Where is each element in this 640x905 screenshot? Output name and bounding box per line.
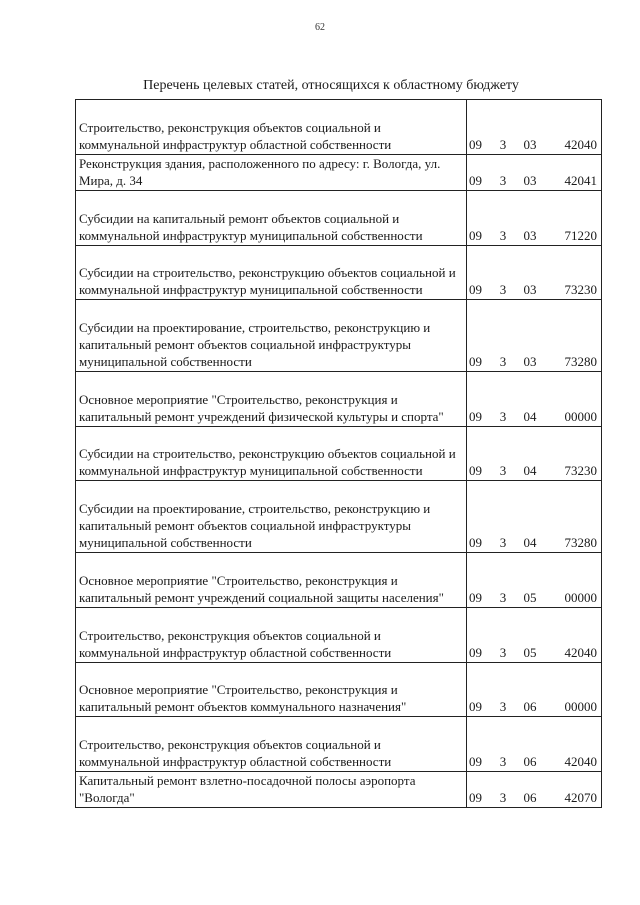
code-subprogram: 3 (499, 354, 507, 369)
table-row (76, 772, 602, 808)
row-name-cell (76, 772, 467, 808)
code-activity: 03 (523, 282, 537, 297)
code-subprogram: 3 (499, 790, 507, 805)
row-name-cell (76, 246, 467, 300)
row-name-cell (76, 608, 467, 663)
row-name: Строительство, реконструкция объектов социальной и коммунальной инфраструктур областной собственности (79, 628, 392, 660)
code-direction: 42040 (564, 645, 597, 660)
row-name: Основное мероприятие "Строительство, реконструкция и капитальный ремонт учреждений физической культуры и спорта" (79, 392, 444, 424)
code-activity: 04 (523, 463, 537, 478)
code-activity: 04 (523, 535, 537, 550)
row-name-cell (76, 300, 467, 372)
code-subprogram: 3 (499, 590, 507, 605)
row-name-cell (76, 427, 467, 481)
code-program: 09 (469, 173, 482, 188)
row-name: Субсидии на проектирование, строительство, реконструкцию и капитальный ремонт объектов социальной инфраструктуры муниципальной собственности (79, 501, 431, 550)
table-row (76, 372, 602, 427)
code-program: 09 (469, 409, 482, 424)
row-code-cell (467, 717, 602, 772)
code-direction: 73280 (564, 535, 597, 550)
row-name-cell (76, 191, 467, 246)
code-subprogram: 3 (499, 535, 507, 550)
code-direction: 42041 (564, 173, 597, 188)
row-name: Основное мероприятие "Строительство, реконструкция и капитальный ремонт объектов коммунального назначения" (79, 682, 407, 714)
table-row (76, 608, 602, 663)
code-activity: 03 (523, 137, 537, 152)
row-name: Строительство, реконструкция объектов социальной и коммунальной инфраструктур областной собственности (79, 737, 392, 769)
code-program: 09 (469, 590, 482, 605)
code-activity: 05 (523, 645, 537, 660)
code-direction: 00000 (564, 409, 597, 424)
table-row (76, 663, 602, 717)
row-name: Субсидии на капитальный ремонт объектов социальной и коммунальной инфраструктур муниципальной собственности (79, 211, 423, 243)
code-subprogram: 3 (499, 754, 507, 769)
code-program: 09 (469, 645, 482, 660)
row-code-cell (467, 246, 602, 300)
row-name: Строительство, реконструкция объектов социальной и коммунальной инфраструктур областной собственности (79, 120, 392, 152)
table-row (76, 553, 602, 608)
code-program: 09 (469, 282, 482, 297)
row-code-cell (467, 191, 602, 246)
table-row (76, 155, 602, 191)
code-subprogram: 3 (499, 699, 507, 714)
code-subprogram: 3 (499, 409, 507, 424)
code-subprogram: 3 (499, 228, 507, 243)
page-title: Перечень целевых статей, относящихся к областному бюджету (143, 78, 519, 93)
page-number: 62 (315, 22, 325, 33)
row-name: Субсидии на строительство, реконструкцию объектов социальной и коммунальной инфраструктур муниципальной собственности (79, 265, 456, 297)
code-subprogram: 3 (499, 137, 507, 152)
code-direction: 73230 (564, 282, 597, 297)
code-program: 09 (469, 463, 482, 478)
code-program: 09 (469, 754, 482, 769)
row-name: Субсидии на проектирование, строительство, реконструкцию и капитальный ремонт объектов социальной инфраструктуры муниципальной собственности (79, 320, 431, 369)
code-activity: 03 (523, 228, 537, 243)
code-subprogram: 3 (499, 463, 507, 478)
row-name-cell (76, 553, 467, 608)
row-code-cell (467, 155, 602, 191)
code-program: 09 (469, 699, 482, 714)
code-program: 09 (469, 535, 482, 550)
row-name-cell (76, 481, 467, 553)
row-name: Основное мероприятие "Строительство, реконструкция и капитальный ремонт учреждений социальной защиты населения" (79, 573, 444, 605)
code-direction: 42040 (564, 754, 597, 769)
code-program: 09 (469, 790, 482, 805)
row-code-cell (467, 372, 602, 427)
table-row (76, 191, 602, 246)
table-row (76, 717, 602, 772)
row-code-cell (467, 772, 602, 808)
code-activity: 06 (523, 699, 537, 714)
code-activity: 03 (523, 354, 537, 369)
row-code-cell (467, 300, 602, 372)
row-code-cell (467, 553, 602, 608)
table-row (76, 100, 602, 155)
row-name: Субсидии на строительство, реконструкцию объектов социальной и коммунальной инфраструктур муниципальной собственности (79, 446, 456, 478)
code-activity: 06 (523, 754, 537, 769)
table-row (76, 427, 602, 481)
row-name: Капитальный ремонт взлетно-посадочной полосы аэропорта "Вологда" (79, 773, 416, 805)
code-direction: 71220 (564, 228, 597, 243)
table-row (76, 481, 602, 553)
row-name-cell (76, 155, 467, 191)
code-activity: 03 (523, 173, 537, 188)
code-program: 09 (469, 354, 482, 369)
code-subprogram: 3 (499, 282, 507, 297)
row-code-cell (467, 663, 602, 717)
code-direction: 00000 (564, 590, 597, 605)
code-activity: 06 (523, 790, 537, 805)
row-name-cell (76, 663, 467, 717)
code-activity: 05 (523, 590, 537, 605)
row-code-cell (467, 427, 602, 481)
row-name-cell (76, 717, 467, 772)
code-subprogram: 3 (499, 173, 507, 188)
table-row (76, 246, 602, 300)
code-direction: 42070 (564, 790, 597, 805)
code-direction: 42040 (564, 137, 597, 152)
row-name: Реконструкция здания, расположенного по адресу: г. Вологда, ул. Мира, д. 34 (79, 156, 441, 188)
code-subprogram: 3 (499, 645, 507, 660)
row-code-cell (467, 481, 602, 553)
code-program: 09 (469, 137, 482, 152)
code-direction: 00000 (564, 699, 597, 714)
target-articles-table (75, 99, 601, 808)
code-activity: 04 (523, 409, 537, 424)
code-program: 09 (469, 228, 482, 243)
row-code-cell (467, 100, 602, 155)
code-direction: 73230 (564, 463, 597, 478)
row-name-cell (76, 100, 467, 155)
row-code-cell (467, 608, 602, 663)
table-row (76, 300, 602, 372)
row-name-cell (76, 372, 467, 427)
code-direction: 73280 (564, 354, 597, 369)
